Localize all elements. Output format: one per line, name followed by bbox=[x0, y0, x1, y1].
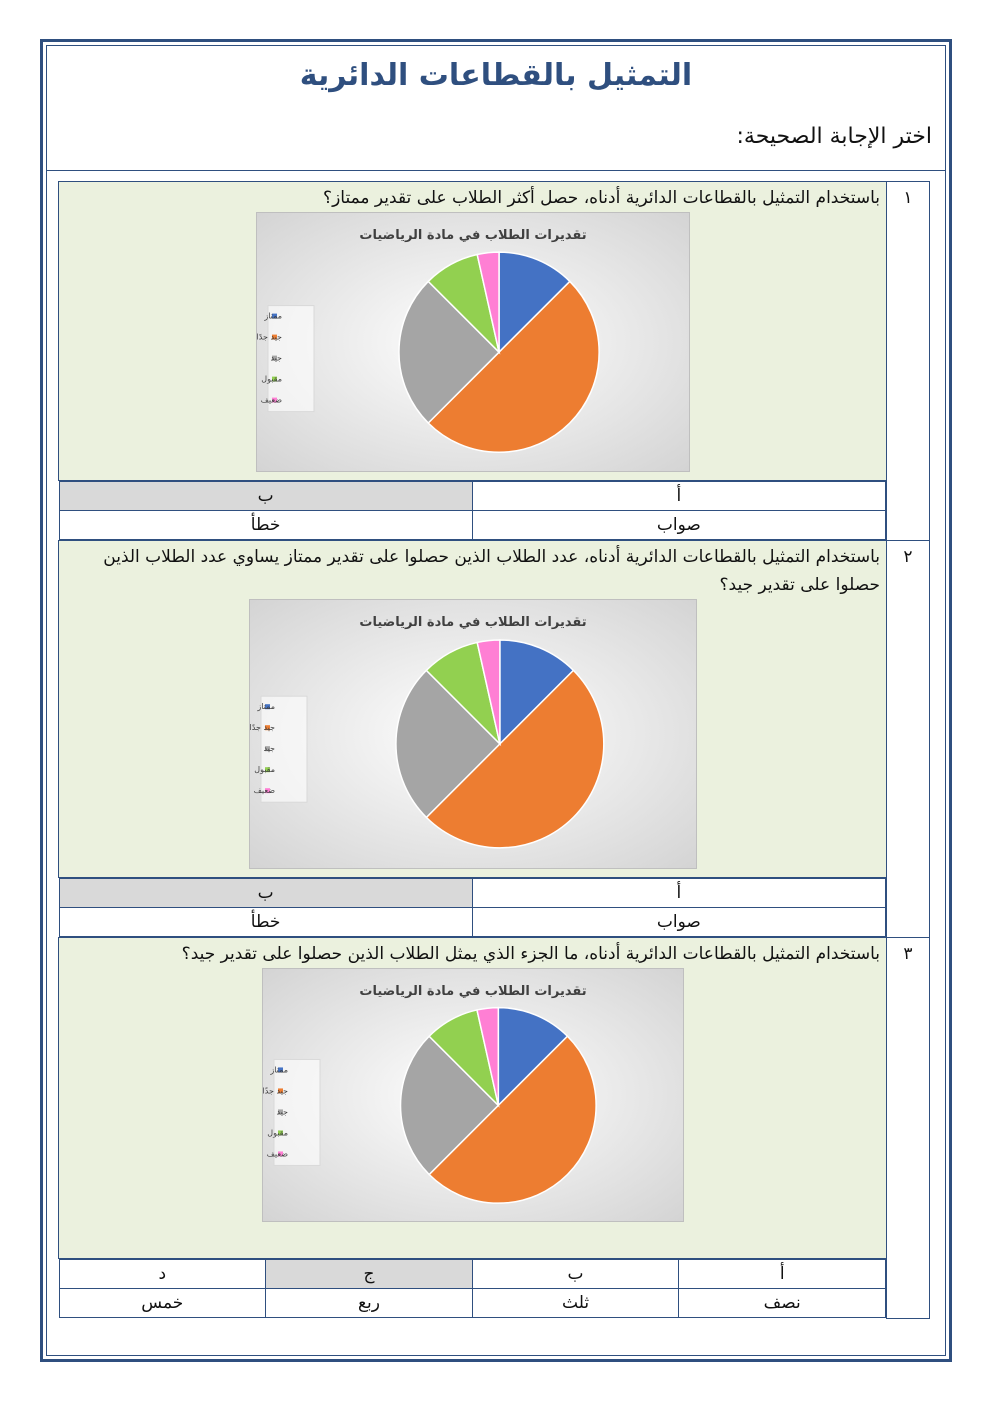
option-b-value[interactable]: خطأ bbox=[59, 908, 472, 937]
question-row-2 bbox=[59, 541, 930, 878]
pie-chart-3 bbox=[262, 968, 684, 1222]
options-row-2 bbox=[59, 878, 930, 938]
legend-label: ممتاز bbox=[256, 702, 275, 712]
legend-label: ضعيف bbox=[266, 1149, 288, 1159]
option-a-value[interactable]: نصف bbox=[679, 1289, 886, 1318]
option-b-value[interactable]: خطأ bbox=[59, 511, 472, 540]
option-a-value[interactable]: صواب bbox=[472, 511, 885, 540]
option-c-value[interactable]: ربع bbox=[266, 1289, 473, 1318]
option-c-letter[interactable]: ج bbox=[266, 1260, 473, 1289]
legend-label: جيد bbox=[262, 744, 275, 754]
question-number: ١ bbox=[887, 182, 930, 541]
legend-label: ضعيف bbox=[260, 395, 282, 405]
legend-label: مقبول bbox=[253, 765, 275, 775]
option-d-value[interactable]: خمس bbox=[59, 1289, 266, 1318]
options-table bbox=[59, 1259, 887, 1318]
legend-label: ضعيف bbox=[253, 786, 275, 796]
question-text: باستخدام التمثيل بالقطاعات الدائرية أدناه، عدد الطلاب الذين حصلوا على تقدير ممتاز يساوي عدد الطلاب الذين حصلوا على تقدير جيد؟ bbox=[103, 547, 880, 595]
legend-label: جيد جدًا bbox=[256, 332, 282, 342]
page-title: التمثيل بالقطاعات الدائرية bbox=[299, 58, 693, 93]
option-b-letter[interactable]: ب bbox=[472, 1260, 679, 1289]
legend-label: جيد جدًا bbox=[262, 1086, 288, 1096]
legend-label: مقبول bbox=[266, 1128, 288, 1138]
pie-chart-svg bbox=[262, 968, 684, 1222]
question-body bbox=[59, 182, 887, 481]
question-row-3 bbox=[59, 938, 930, 1259]
legend-label: جيد bbox=[269, 353, 282, 363]
legend-label: جيد bbox=[275, 1107, 288, 1117]
pie-chart-1 bbox=[256, 212, 690, 472]
options-row-3 bbox=[59, 1259, 930, 1319]
question-number: ٣ bbox=[887, 938, 930, 1319]
option-a-value[interactable]: صواب bbox=[472, 908, 885, 937]
options-row-1 bbox=[59, 481, 930, 541]
option-a-letter[interactable]: أ bbox=[472, 482, 885, 511]
options-cell bbox=[59, 878, 887, 938]
options-table bbox=[59, 481, 887, 540]
option-b-letter[interactable]: ب bbox=[59, 482, 472, 511]
legend-label: ممتاز bbox=[269, 1065, 288, 1075]
header-divider bbox=[46, 170, 946, 171]
pie-chart-svg bbox=[256, 212, 690, 472]
chart-title: تقديرات الطلاب في مادة الرياضيات bbox=[358, 615, 587, 630]
option-a-letter[interactable]: أ bbox=[472, 879, 885, 908]
instruction-text: اختر الإجابة الصحيحة: bbox=[736, 124, 932, 149]
options-table bbox=[59, 878, 887, 937]
option-b-letter[interactable]: ب bbox=[59, 879, 472, 908]
options-cell bbox=[59, 1259, 887, 1319]
option-d-letter[interactable]: د bbox=[59, 1260, 266, 1289]
question-body bbox=[59, 541, 887, 878]
question-number: ٢ bbox=[887, 541, 930, 938]
question-body bbox=[59, 938, 887, 1259]
chart-title: تقديرات الطلاب في مادة الرياضيات bbox=[358, 228, 587, 243]
question-text: باستخدام التمثيل بالقطاعات الدائرية أدناه، ما الجزء الذي يمثل الطلاب الذين حصلوا على تقدير جيد؟ bbox=[181, 944, 880, 964]
question-row-1 bbox=[59, 182, 930, 481]
options-cell bbox=[59, 481, 887, 541]
option-b-value[interactable]: ثلث bbox=[472, 1289, 679, 1318]
questions-table bbox=[58, 181, 930, 1319]
pie-chart-svg bbox=[249, 599, 697, 869]
legend-label: مقبول bbox=[260, 374, 282, 384]
option-a-letter[interactable]: أ bbox=[679, 1260, 886, 1289]
legend-label: ممتاز bbox=[263, 311, 282, 321]
legend-label: جيد جدًا bbox=[249, 723, 275, 733]
chart-title: تقديرات الطلاب في مادة الرياضيات bbox=[358, 984, 587, 999]
pie-chart-2 bbox=[249, 599, 697, 869]
question-text: باستخدام التمثيل بالقطاعات الدائرية أدناه، حصل أكثر الطلاب على تقدير ممتاز؟ bbox=[323, 188, 880, 208]
